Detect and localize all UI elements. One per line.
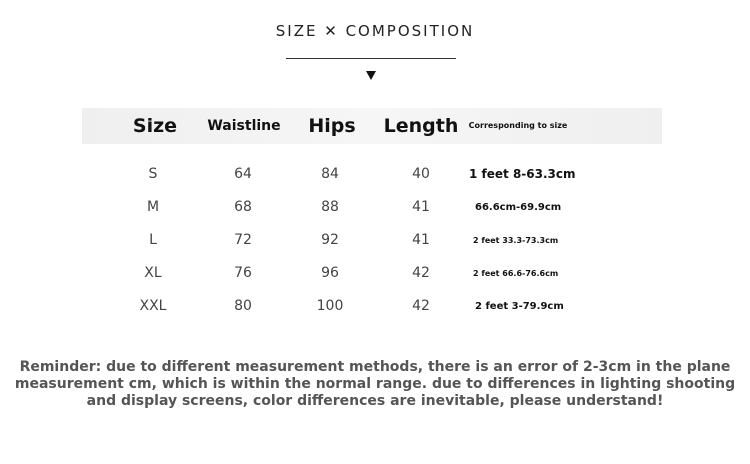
down-arrow-icon bbox=[366, 71, 376, 80]
cell-length: 41 bbox=[412, 232, 430, 248]
reminder-line: measurement cm, which is within the normal range. due to differences in lighting shooting bbox=[14, 376, 736, 392]
cell-hips: 96 bbox=[321, 265, 339, 281]
cell-length: 42 bbox=[412, 298, 430, 314]
cell-waistline: 76 bbox=[234, 265, 252, 281]
title-divider bbox=[286, 58, 456, 59]
table-row bbox=[0, 191, 750, 224]
cell-size: S bbox=[148, 166, 158, 182]
page-title: SIZE ✕ COMPOSITION bbox=[275, 22, 475, 40]
cell-corresponding: 66.6cm-69.9cm bbox=[475, 202, 562, 213]
cell-hips: 88 bbox=[321, 199, 339, 215]
cell-hips: 100 bbox=[316, 298, 344, 314]
cell-length: 42 bbox=[412, 265, 430, 281]
table-row bbox=[0, 257, 750, 290]
table-row bbox=[0, 158, 750, 191]
cell-corresponding: 2 feet 3-79.9cm bbox=[475, 301, 564, 312]
cell-size: XL bbox=[144, 265, 162, 281]
cell-waistline: 64 bbox=[234, 166, 252, 182]
cell-size: XXL bbox=[139, 298, 167, 314]
reminder-line: Reminder: due to different measurement methods, there is an error of 2-3cm in the plane bbox=[19, 359, 731, 375]
cell-length: 40 bbox=[412, 166, 430, 182]
header-length: Length bbox=[383, 115, 459, 137]
cell-corresponding: 1 feet 8-63.3cm bbox=[469, 167, 576, 181]
header-size: Size bbox=[132, 115, 178, 137]
table-row bbox=[0, 290, 750, 323]
header-waistline: Waistline bbox=[207, 118, 281, 134]
cell-corresponding: 2 feet 66.6-76.6cm bbox=[473, 269, 559, 278]
cell-hips: 84 bbox=[321, 166, 339, 182]
cell-size: L bbox=[149, 232, 157, 248]
table-row bbox=[0, 224, 750, 257]
reminder-line: and display screens, color differences are inevitable, please understand! bbox=[86, 393, 664, 409]
cell-size: M bbox=[146, 199, 160, 215]
reminder-note bbox=[10, 359, 740, 410]
cell-waistline: 80 bbox=[234, 298, 252, 314]
cell-hips: 92 bbox=[321, 232, 339, 248]
cell-waistline: 68 bbox=[234, 199, 252, 215]
cell-waistline: 72 bbox=[234, 232, 252, 248]
header-corresponding: Corresponding to size bbox=[468, 121, 568, 130]
cell-length: 41 bbox=[412, 199, 430, 215]
cell-corresponding: 2 feet 33.3-73.3cm bbox=[473, 236, 559, 245]
header-hips: Hips bbox=[308, 115, 356, 137]
